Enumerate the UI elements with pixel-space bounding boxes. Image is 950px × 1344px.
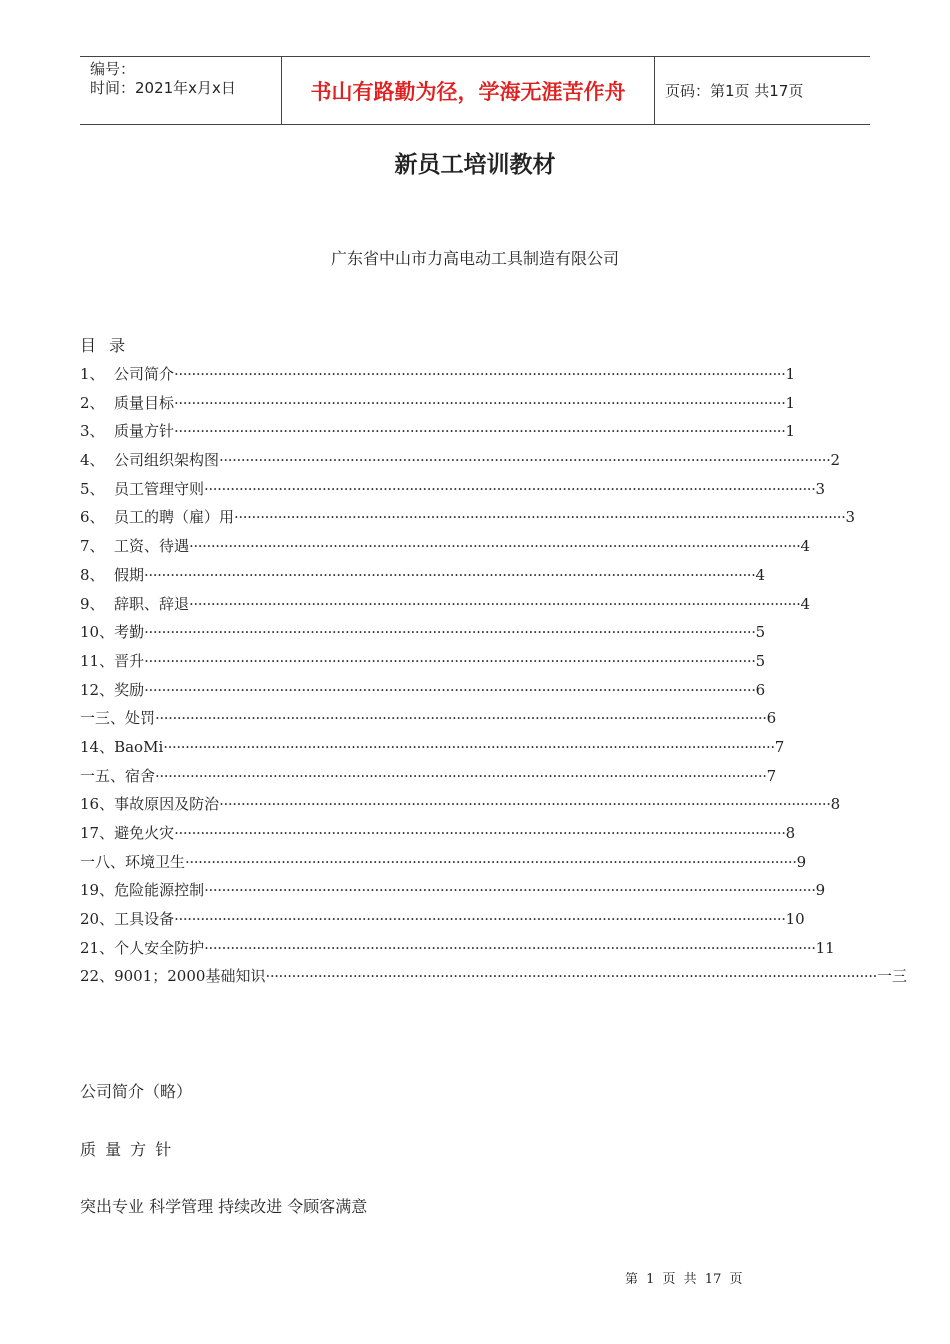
toc-item-label: 避免火灾 bbox=[114, 824, 175, 842]
toc-item-page: 3 bbox=[845, 508, 856, 527]
page-footer: 第 1 页 共 17 页 bbox=[625, 1272, 743, 1287]
toc-item bbox=[80, 505, 856, 534]
toc-item bbox=[80, 534, 811, 563]
toc-item-page: 10 bbox=[785, 910, 805, 929]
toc-item-number: 14、 bbox=[80, 737, 115, 756]
toc-item-leader: ············································································································································ bbox=[204, 938, 816, 957]
toc-item-label: BaoMi bbox=[114, 737, 164, 756]
toc-item-number: 9、 bbox=[80, 594, 105, 613]
toc-item bbox=[80, 878, 826, 907]
toc-item-leader: ············································································································································ bbox=[234, 508, 846, 527]
toc-item-leader: ············································································································································ bbox=[204, 479, 816, 498]
toc-item-page: 11 bbox=[815, 938, 835, 957]
toc-item-number: 4、 bbox=[80, 451, 105, 470]
toc-item-page: 9 bbox=[796, 852, 807, 871]
toc-item-leader: ············································································································································ bbox=[174, 910, 786, 929]
toc-item-label: 假期 bbox=[114, 565, 145, 584]
toc-item-leader: ············································································································································ bbox=[219, 795, 831, 814]
toc-item-leader: ············································································································································ bbox=[144, 651, 756, 670]
toc-item-page: 4 bbox=[755, 565, 766, 584]
toc-item bbox=[80, 907, 805, 936]
toc-item-number: 8、 bbox=[80, 565, 105, 584]
toc-item-label: 公司组织架构图 bbox=[114, 451, 220, 470]
toc-item-page: 一三 bbox=[876, 967, 907, 986]
toc-item-leader: ············································································································································ bbox=[174, 824, 786, 842]
toc-item-page: 3 bbox=[815, 479, 826, 498]
toc-item-number: 6、 bbox=[80, 508, 105, 527]
toc-item-number: 一五、 bbox=[80, 766, 126, 785]
toc-item-label: 事故原因及防治 bbox=[114, 795, 220, 814]
toc-item-number: 一八、 bbox=[80, 852, 126, 871]
toc-item bbox=[80, 678, 766, 707]
toc-item bbox=[80, 620, 766, 649]
toc-item bbox=[80, 850, 807, 879]
toc-item-leader: ············································································································································ bbox=[144, 623, 756, 642]
toc-item bbox=[80, 936, 835, 965]
toc-item-leader: ············································································································································ bbox=[265, 967, 877, 986]
page-info-text: 页码：第1页 共17页 bbox=[665, 82, 804, 100]
toc-item bbox=[80, 964, 907, 993]
toc-item-leader: ············································································································································ bbox=[155, 766, 767, 785]
toc-item bbox=[80, 764, 777, 793]
document-title: 新员工培训教材 bbox=[394, 152, 556, 178]
toc-item-page: 6 bbox=[755, 680, 766, 699]
toc-item-page: 7 bbox=[766, 766, 777, 785]
toc-item-page: 8 bbox=[830, 795, 841, 814]
toc-item bbox=[80, 448, 841, 477]
toc-item-number: 3、 bbox=[80, 422, 105, 441]
toc-item-page: 2 bbox=[830, 451, 841, 470]
toc-item-leader: ············································································································································ bbox=[144, 680, 756, 699]
toc-item-page: 6 bbox=[766, 709, 777, 728]
toc-item-number: 17、 bbox=[80, 824, 115, 842]
toc-item bbox=[80, 649, 766, 678]
company-intro-heading: 公司简介（略） bbox=[80, 1082, 193, 1101]
toc-item-label: 9001；2000基础知识 bbox=[114, 967, 266, 986]
toc-item-label: 环境卫生 bbox=[125, 852, 186, 871]
toc-item-leader: ············································································································································ bbox=[189, 537, 801, 556]
toc-item bbox=[80, 592, 811, 621]
toc-item-label: 工具设备 bbox=[114, 910, 175, 929]
toc-item-page: 1 bbox=[785, 422, 796, 441]
toc-item bbox=[80, 477, 826, 506]
toc-item-label: 个人安全防护 bbox=[114, 938, 205, 957]
toc-item-label: 工资、待遇 bbox=[114, 537, 190, 556]
toc-item-page: 5 bbox=[755, 623, 766, 642]
toc-item-number: 16、 bbox=[80, 795, 115, 814]
toc-item-leader: ············································································································································ bbox=[163, 737, 775, 756]
toc-item-leader: ············································································································································ bbox=[204, 881, 816, 900]
toc-item-number: 12、 bbox=[80, 680, 115, 699]
toc-item-leader: ············································································································································ bbox=[174, 365, 786, 383]
motto-text: 书山有路勤为径，学海无涯苦作舟 bbox=[310, 79, 626, 104]
table-of-contents bbox=[80, 362, 907, 993]
quality-policy-text: 突出专业 科学管理 持续改进 令顾客满意 bbox=[80, 1197, 368, 1216]
toc-item bbox=[80, 419, 796, 448]
toc-item-label: 公司简介 bbox=[114, 365, 175, 383]
toc-item-leader: ············································································································································ bbox=[185, 852, 797, 871]
toc-item-label: 员工管理守则 bbox=[114, 479, 205, 498]
toc-item-label: 员工的聘（雇）用 bbox=[114, 508, 235, 527]
toc-item-number: 11、 bbox=[80, 651, 115, 670]
toc-item-page: 8 bbox=[785, 824, 796, 842]
toc-item-page: 4 bbox=[800, 537, 811, 556]
toc-item-leader: ············································································································································ bbox=[219, 451, 831, 470]
quality-policy-heading: 质 量 方 针 bbox=[80, 1140, 174, 1159]
toc-item-leader: ············································································································································ bbox=[189, 594, 801, 613]
toc-item-number: 19、 bbox=[80, 881, 115, 900]
toc-item-label: 处罚 bbox=[125, 709, 156, 728]
page-header bbox=[80, 56, 870, 125]
header-page-info bbox=[655, 57, 870, 124]
toc-item-label: 辞职、辞退 bbox=[114, 594, 190, 613]
toc-item-leader: ············································································································································ bbox=[155, 709, 767, 728]
toc-item bbox=[80, 706, 777, 735]
toc-item-number: 一三、 bbox=[80, 709, 126, 728]
toc-item-number: 2、 bbox=[80, 393, 105, 412]
toc-item-label: 晋升 bbox=[114, 651, 145, 670]
header-meta bbox=[80, 57, 281, 124]
toc-item-number: 7、 bbox=[80, 537, 105, 556]
toc-item bbox=[80, 821, 796, 850]
header-motto bbox=[281, 57, 655, 124]
toc-item-page: 1 bbox=[785, 365, 796, 383]
toc-item bbox=[80, 792, 841, 821]
toc-item-leader: ············································································································································ bbox=[144, 565, 756, 584]
toc-item bbox=[80, 735, 785, 764]
toc-item bbox=[80, 563, 766, 592]
toc-item-number: 20、 bbox=[80, 910, 115, 929]
toc-item-label: 质量方针 bbox=[114, 422, 175, 441]
toc-heading: 目 录 bbox=[80, 336, 130, 355]
toc-item-number: 1、 bbox=[80, 365, 105, 383]
toc-item-label: 奖励 bbox=[114, 680, 145, 699]
toc-item-leader: ············································································································································ bbox=[174, 422, 786, 441]
toc-item-label: 危险能源控制 bbox=[114, 881, 205, 900]
toc-item-label: 质量目标 bbox=[114, 393, 175, 412]
toc-item-number: 5、 bbox=[80, 479, 105, 498]
company-name: 广东省中山市力高电动工具制造有限公司 bbox=[330, 249, 619, 268]
toc-item-page: 5 bbox=[755, 651, 766, 670]
document-time-label: 时间：2021年x月x日 bbox=[90, 79, 236, 97]
toc-item-page: 1 bbox=[785, 393, 796, 412]
toc-item-number: 10、 bbox=[80, 623, 115, 642]
toc-item-number: 22、 bbox=[80, 967, 115, 986]
document-number-label: 编号： bbox=[90, 60, 136, 78]
toc-item-label: 宿舍 bbox=[125, 766, 156, 785]
toc-item-leader: ············································································································································ bbox=[174, 393, 786, 412]
toc-item bbox=[80, 391, 796, 420]
toc-item-number: 21、 bbox=[80, 938, 115, 957]
toc-item-page: 4 bbox=[800, 594, 811, 613]
toc-item-page: 7 bbox=[774, 737, 785, 756]
toc-item-label: 考勤 bbox=[114, 623, 145, 642]
toc-item bbox=[80, 362, 796, 391]
toc-item-page: 9 bbox=[815, 881, 826, 900]
